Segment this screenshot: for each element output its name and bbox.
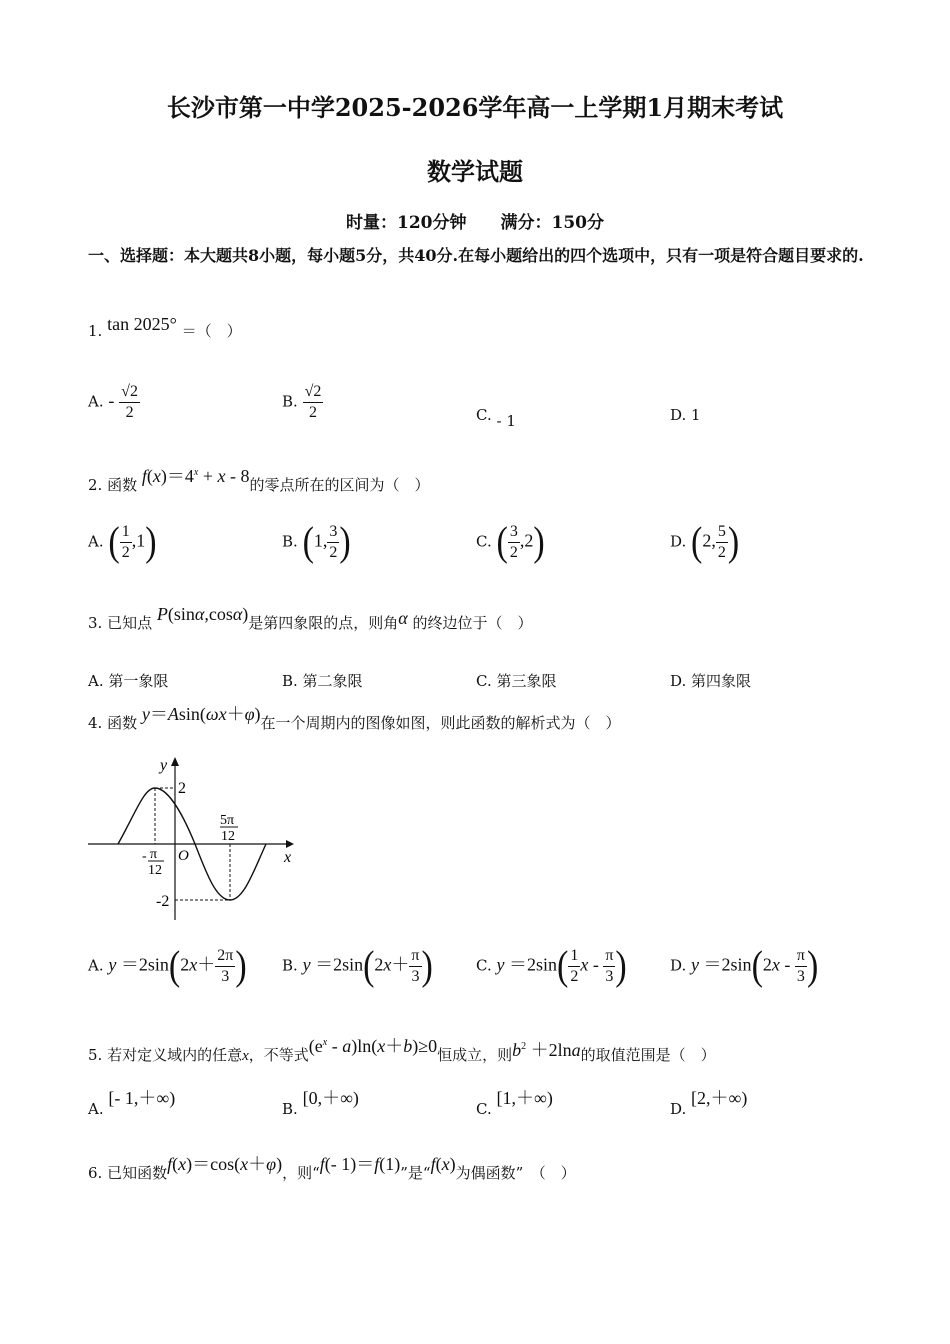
- left-tick-label: [142, 847, 164, 878]
- question-1: 1. tan 2025° ＝（ ）: [88, 314, 242, 340]
- q2-option-b[interactable]: B. (1, $\frac{3}{2}$ ): [282, 519, 351, 565]
- svg-text:π: π: [150, 847, 158, 862]
- exam-title: 长沙市第一中学2025-2026学年高一上学期1月期末考试: [166, 93, 784, 122]
- q4-option-b[interactable]: B. y ＝2sin(2x＋ $\frac{\pi}{3}$ ): [282, 943, 433, 989]
- svg-text:12: 12: [221, 829, 235, 844]
- svg-text:12: 12: [148, 863, 162, 878]
- right-tick-label: [220, 813, 238, 844]
- q3-option-a[interactable]: A. 第一象限: [88, 672, 169, 690]
- q3-option-d[interactable]: D. 第四象限: [670, 672, 752, 690]
- q1-option-d[interactable]: D. 1: [670, 406, 701, 424]
- q4-option-a[interactable]: A. y ＝2sin(2x＋ $\frac{2\pi}{3}$ ): [88, 943, 247, 989]
- q1-option-c[interactable]: C. - 1: [476, 406, 516, 430]
- q5-option-c[interactable]: C. [1,＋∞): [476, 1088, 553, 1118]
- origin-label: O: [178, 848, 189, 864]
- q5-option-b[interactable]: B. [0,＋∞): [282, 1088, 359, 1118]
- question-4: 4. 函数 y＝Asin(ωx＋φ)在一个周期内的图像如图，则此函数的解析式为（ ）: [88, 704, 621, 732]
- q4-sine-graph: [86, 752, 301, 924]
- q5-option-a[interactable]: A. [- 1,＋∞): [88, 1088, 176, 1118]
- exam-subtitle: 数学试题: [427, 157, 523, 186]
- question-3: 3. 已知点 P(sinα,cosα)是第四象限的点，则角α 的终边位于（ ）: [88, 604, 533, 632]
- graph-axes: [88, 757, 294, 920]
- q2-option-d[interactable]: D. (2, $\frac{5}{2}$ ): [670, 519, 740, 565]
- max-label: 2: [178, 780, 186, 797]
- q2-option-c[interactable]: C. ( $\frac{3}{2}$ ,2): [476, 519, 545, 565]
- q4-option-d[interactable]: D. y ＝2sin(2x - $\frac{\pi}{3}$ ): [670, 943, 819, 989]
- question-6: 6. 已知函数f(x)＝cos(x＋φ)，则“f(- 1)＝f(1)”是“f(x)为偶函数” （ ）: [88, 1154, 576, 1182]
- svg-text:5π: 5π: [220, 813, 235, 828]
- min-label: -2: [156, 893, 170, 910]
- question-5: 5. 若对定义域内的任意x，不等式$(e^x - a)\ln(x+b)\ge 0$恒成立，则$b^2 +2\ln a$的取值范围是（ ）: [88, 1036, 716, 1064]
- question-2: 2. 函数 $f(x)=4^x + x - 8$的零点所在的区间为（ ）: [88, 466, 430, 494]
- q2-option-a[interactable]: A. ( $\frac{1}{2}$ ,1): [88, 519, 157, 565]
- x-axis-label: x: [284, 849, 292, 866]
- y-axis-label: y: [160, 757, 168, 774]
- q1-option-a[interactable]: A. - $\frac{√2}{2}$: [88, 383, 138, 421]
- q5-option-d[interactable]: D. [2,＋∞): [670, 1088, 748, 1118]
- q1-expression: tan 2025°: [107, 314, 177, 334]
- q4-option-c[interactable]: C. y ＝2sin( $\frac{1}{2}$ x - $\frac{\pi}{3}$ ): [476, 943, 627, 989]
- q3-option-b[interactable]: B. 第二象限: [282, 672, 363, 690]
- time-score-info: 时量：120分钟 满分：150分: [346, 213, 604, 233]
- svg-text:-: -: [142, 849, 147, 864]
- q1-option-b[interactable]: B. $\frac{√2}{2}$: [282, 383, 322, 421]
- q3-option-c[interactable]: C. 第三象限: [476, 672, 557, 690]
- section-1-heading: 一、选择题：本大题共8小题，每小题5分，共40分.在每小题给出的四个选项中，只有一项是符合题目要求的.: [88, 246, 864, 265]
